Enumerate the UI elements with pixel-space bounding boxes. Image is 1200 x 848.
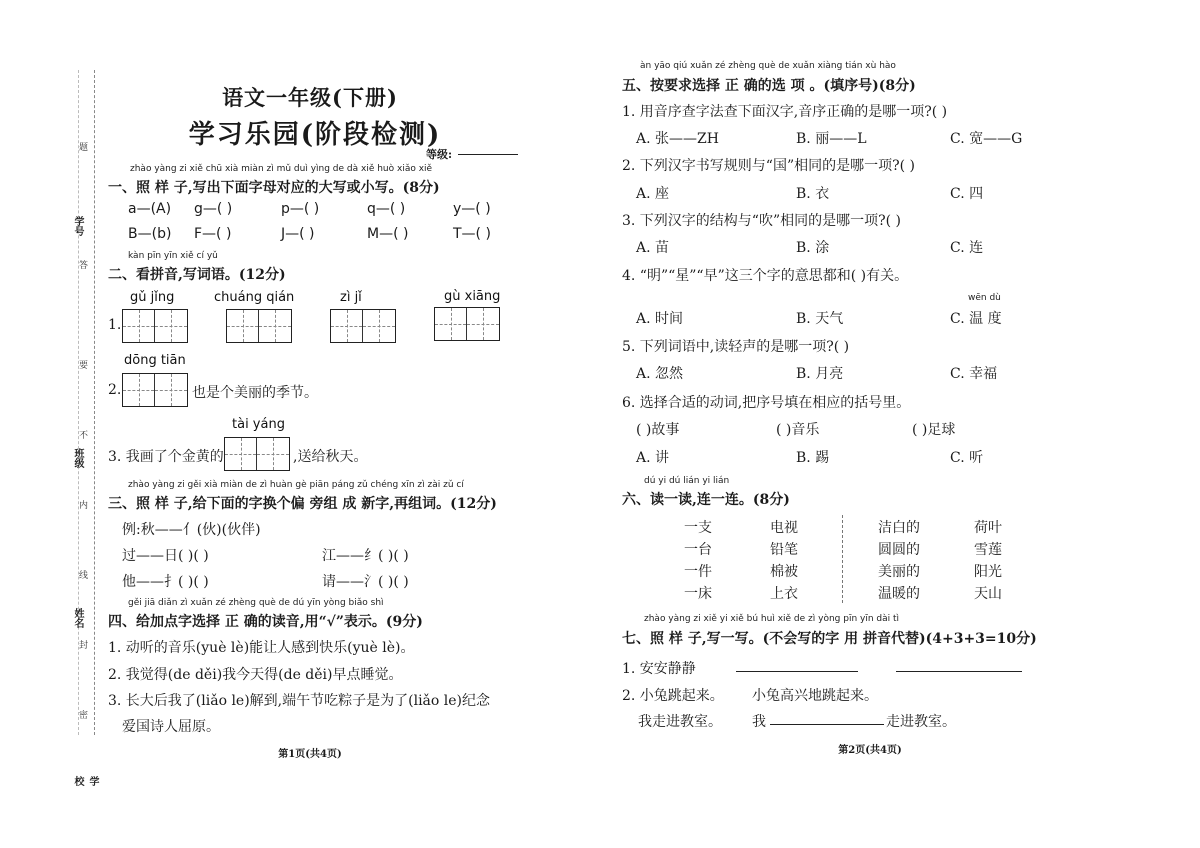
s4-question[interactable]: 1. 动听的音乐(yuè lè)能让人感到快乐(yuè lè)。 xyxy=(108,640,415,656)
s1-item[interactable]: F—( ) xyxy=(194,226,232,242)
s7-q1-blank[interactable] xyxy=(736,671,858,672)
s5-q6-option: C. 听 xyxy=(950,450,984,466)
grade-label: 等级: xyxy=(426,148,453,161)
s7-q1-blank[interactable] xyxy=(896,671,1022,672)
binding-label: 题 xyxy=(77,142,87,151)
s4-pinyin: gěi jiā diǎn zì xuǎn zé zhèng què de dú yīn yòng biǎo shì xyxy=(128,598,384,608)
s5-q3[interactable]: 3. 下列汉字的结构与“吹”相同的是哪一项?( ) xyxy=(622,213,902,229)
s7-q2-example: 2. 小兔跳起来。 xyxy=(622,688,724,704)
binding-label: 线 xyxy=(77,570,87,579)
s2-title: 二、看拼音,写词语。(12分) xyxy=(108,267,286,283)
s1-pinyin: zhào yàng zi xiě chū xià miàn zì mǔ duì yìng de dà xiě huò xiǎo xiě xyxy=(130,164,433,174)
s2-pinyin: kàn pīn yīn xiě cí yǔ xyxy=(128,251,218,261)
s5-q6-option: B. 踢 xyxy=(796,450,830,466)
s5-q6-blank[interactable]: ( )音乐 xyxy=(776,422,820,438)
s5-q5-option[interactable]: B. 月亮 xyxy=(796,366,844,382)
s3-example: 例:秋——亻(伙)(伙伴) xyxy=(122,522,261,538)
s6-word[interactable]: 天山 xyxy=(974,586,1002,602)
s6-word[interactable]: 铅笔 xyxy=(770,542,798,558)
s6-title: 六、读一读,连一连。(8分) xyxy=(622,492,790,508)
name-field-label: 姓名 xyxy=(72,608,83,628)
s6-word[interactable]: 雪莲 xyxy=(974,542,1002,558)
s6-word[interactable]: 上衣 xyxy=(770,586,798,602)
s5-q6: 6. 选择合适的动词,把序号填在相应的括号里。 xyxy=(622,395,911,411)
s5-pinyin: àn yāo qiú xuǎn zé zhèng què de xuǎn xiàng tián xù hào xyxy=(640,61,896,71)
s6-word[interactable]: 洁白的 xyxy=(878,520,920,536)
binding-strip xyxy=(72,70,100,786)
s5-q1[interactable]: 1. 用音序查字法查下面汉字,音序正确的是哪一项?( ) xyxy=(622,104,948,120)
page1-footer: 第1页(共4页) xyxy=(278,749,342,760)
s5-title: 五、按要求选择 正 确的选 项 。(填序号)(8分) xyxy=(622,78,916,94)
page2-footer: 第2页(共4页) xyxy=(838,745,902,756)
writing-grid[interactable] xyxy=(122,373,188,407)
s2-word-pinyin: chuáng qián xyxy=(214,290,295,305)
binding-label: 答 xyxy=(77,260,87,269)
s1-item[interactable]: T—( ) xyxy=(453,226,491,242)
s5-q6-blank[interactable]: ( )故事 xyxy=(636,422,680,438)
student-id-field-label: 学号 xyxy=(72,216,83,236)
s5-q2-option[interactable]: A. 座 xyxy=(636,186,670,202)
s7-q3-source: 我走进教室。 xyxy=(638,714,722,730)
s5-q5-option[interactable]: C. 幸福 xyxy=(950,366,998,382)
s7-title: 七、照 样 子,写一写。(不会写的字 用 拼音代替)(4+3+3=10分) xyxy=(622,631,1037,647)
s5-q6-blank[interactable]: ( )足球 xyxy=(912,422,956,438)
s6-word[interactable]: 电视 xyxy=(770,520,798,536)
s2-sentence: 也是个美丽的季节。 xyxy=(192,385,318,401)
s5-q3-option[interactable]: B. 涂 xyxy=(796,240,830,256)
s1-item[interactable]: y—( ) xyxy=(453,201,491,217)
s2-number: 2. xyxy=(108,382,122,398)
s1-item[interactable]: g—( ) xyxy=(194,201,233,217)
s5-q2[interactable]: 2. 下列汉字书写规则与“国”相同的是哪一项?( ) xyxy=(622,158,916,174)
s7-q3-prefix: 我 xyxy=(752,714,766,730)
page-title: 语文一年级(下册) xyxy=(222,85,398,110)
s2-word-pinyin: zì jǐ xyxy=(340,290,362,305)
binding-label: 密 xyxy=(77,710,87,719)
s6-divider xyxy=(842,515,843,603)
s2-sentence: 3. 我画了个金黄的 xyxy=(108,449,224,465)
s3-row[interactable]: 他——扌( )( ) xyxy=(122,574,209,590)
s5-q6-option: A. 讲 xyxy=(636,450,670,466)
s4-question-cont: 爱国诗人屈原。 xyxy=(122,719,220,735)
s5-q4-pinyin: wēn dù xyxy=(968,293,1001,303)
s1-item: B—(b) xyxy=(128,226,172,242)
writing-grid[interactable] xyxy=(434,307,500,341)
s5-q2-option[interactable]: B. 衣 xyxy=(796,186,830,202)
binding-label: 内 xyxy=(77,500,87,509)
s6-pinyin: dú yi dú lián yi lián xyxy=(644,476,730,486)
binding-label: 要 xyxy=(77,360,87,369)
s5-q1-option[interactable]: C. 宽——G xyxy=(950,131,1023,147)
s7-q2-example: 小兔高兴地跳起来。 xyxy=(752,688,878,704)
s4-title: 四、给加点字选择 正 确的读音,用“√”表示。(9分) xyxy=(108,614,423,630)
s3-row[interactable]: 过——日( )( ) xyxy=(122,548,209,564)
s4-question[interactable]: 3. 长大后我了(liǎo le)解到,端午节吃粽子是为了(liǎo le)纪念 xyxy=(108,693,490,709)
s1-item[interactable]: q—( ) xyxy=(367,201,406,217)
s7-q3-blank[interactable] xyxy=(770,724,884,725)
class-field-label: 班级 xyxy=(72,448,83,468)
s2-word-pinyin: tài yáng xyxy=(232,417,285,432)
s6-word[interactable]: 阳光 xyxy=(974,564,1002,580)
s2-number: 1. xyxy=(108,317,122,333)
s1-item[interactable]: J—( ) xyxy=(281,226,315,242)
s1-item[interactable]: M—( ) xyxy=(367,226,409,242)
writing-grid[interactable] xyxy=(226,309,292,343)
s6-word[interactable]: 美丽的 xyxy=(878,564,920,580)
binding-label: 不 xyxy=(77,430,87,439)
s1-title: 一、照 样 子,写出下面字母对应的大写或小写。(8分) xyxy=(108,180,440,196)
s5-q3-option[interactable]: A. 苗 xyxy=(636,240,670,256)
s5-q5-option[interactable]: A. 忽然 xyxy=(636,366,684,382)
s5-q1-option[interactable]: B. 丽——L xyxy=(796,131,867,147)
s3-row[interactable]: 请——氵( )( ) xyxy=(322,574,409,590)
binding-label: 封 xyxy=(77,640,87,649)
school-field-label: 学校 xyxy=(72,776,98,786)
s5-q2-option[interactable]: C. 四 xyxy=(950,186,984,202)
s6-word[interactable]: 一件 xyxy=(684,564,712,580)
s2-word-pinyin: gù xiāng xyxy=(444,289,501,304)
binding-line xyxy=(94,70,95,735)
s6-word[interactable]: 一床 xyxy=(684,586,712,602)
s6-word[interactable]: 一支 xyxy=(684,520,712,536)
page-subtitle: 学习乐园(阶段检测) xyxy=(188,120,442,150)
grade-blank[interactable] xyxy=(458,154,518,155)
s3-title: 三、照 样 子,给下面的字换个偏 旁组 成 新字,再组词。(12分) xyxy=(108,496,497,512)
binding-line-inner xyxy=(78,70,79,735)
s7-q3-suffix: 走进教室。 xyxy=(886,714,956,730)
s5-q4-option[interactable]: C. 温 度 xyxy=(950,311,1002,327)
s7-q1: 1. 安安静静 xyxy=(622,661,696,677)
s3-pinyin: zhào yàng zi gěi xià miàn de zì huàn gè piān páng zǔ chéng xīn zì zài zǔ cí xyxy=(128,480,464,490)
s5-q4-option[interactable]: B. 天气 xyxy=(796,311,844,327)
s1-item[interactable]: p—( ) xyxy=(281,201,320,217)
s5-q1-option[interactable]: A. 张——ZH xyxy=(636,131,719,147)
s6-word[interactable]: 棉被 xyxy=(770,564,798,580)
s6-word[interactable]: 荷叶 xyxy=(974,520,1002,536)
s1-item: a—(A) xyxy=(128,201,172,217)
s5-q4[interactable]: 4. “明”“星”“早”这三个字的意思都和( )有关。 xyxy=(622,268,909,284)
s2-word-pinyin: gǔ jǐng xyxy=(130,290,175,305)
s6-word[interactable]: 温暖的 xyxy=(878,586,920,602)
s5-q4-option[interactable]: A. 时间 xyxy=(636,311,684,327)
s4-question[interactable]: 2. 我觉得(de děi)我今天得(de děi)早点睡觉。 xyxy=(108,667,403,683)
s7-pinyin: zhào yàng zi xiě yi xiě bú huì xiě de zì yòng pīn yīn dài tì xyxy=(644,614,900,624)
writing-grid[interactable] xyxy=(224,437,290,471)
s2-word-pinyin: dōng tiān xyxy=(124,353,186,368)
writing-grid[interactable] xyxy=(122,309,188,343)
s5-q3-option[interactable]: C. 连 xyxy=(950,240,984,256)
s3-row[interactable]: 江——纟( )( ) xyxy=(322,548,409,564)
s2-sentence: ,送给秋天。 xyxy=(293,449,368,465)
writing-grid[interactable] xyxy=(330,309,396,343)
s6-word[interactable]: 一台 xyxy=(684,542,712,558)
s5-q5[interactable]: 5. 下列词语中,读轻声的是哪一项?( ) xyxy=(622,339,850,355)
s6-word[interactable]: 圆圆的 xyxy=(878,542,920,558)
